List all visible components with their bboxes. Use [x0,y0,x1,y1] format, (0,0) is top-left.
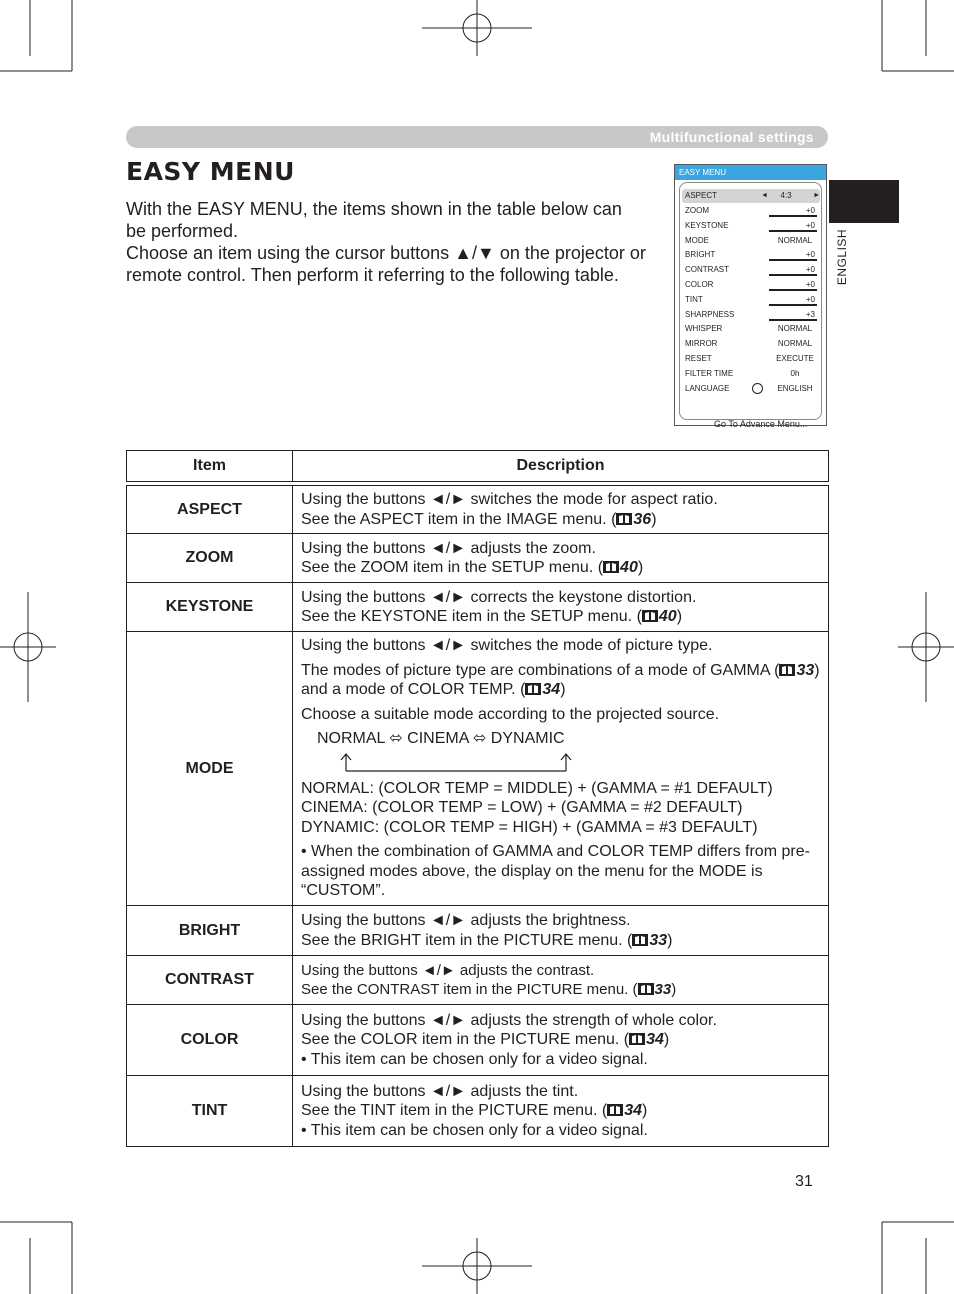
page-reference: 40 [620,559,638,576]
osd-row-value: +3 [805,310,815,319]
description-note: • This item can be chosen only for a video signal. [301,1121,648,1139]
osd-row-value: EXECUTE [776,354,814,363]
osd-row-value: 0h [790,369,800,378]
book-icon [779,664,795,676]
reference-text: ) [663,1031,670,1049]
intro-text [126,198,646,286]
osd-row-aspect [682,189,820,203]
description-note: • This item can be chosen only for a video signal. [301,1050,648,1068]
description-cell [293,486,829,534]
description-paragraph [301,661,820,700]
reference-text: ) [676,608,683,625]
reference-text: ) [560,681,566,699]
osd-row-reset [685,352,821,366]
osd-row-label: LANGUAGE [685,384,730,393]
table-row-bright [127,906,829,956]
osd-slider-bar [769,274,817,276]
osd-slider-bar [769,319,817,321]
osd-row-label: FILTER TIME [685,369,734,378]
page-reference: 34 [542,681,561,699]
reference-text: The modes of picture type are combinations of a mode of GAMMA ( [301,661,780,679]
book-icon [629,1033,645,1045]
osd-row-bright [685,248,821,262]
description-line [301,1101,820,1121]
osd-row-filter-time [685,367,821,381]
osd-row-label: MIRROR [685,339,718,348]
page-reference: 33 [649,931,668,949]
item-cell: CONTRAST [127,956,293,1005]
osd-row-color [685,278,821,292]
osd-row-value: +0 [805,295,815,304]
osd-row-whisper [685,322,821,336]
table-row-color [127,1005,829,1076]
description-line: Using the buttons ◄/► adjusts the strength of whole color. [301,1011,717,1029]
item-cell: COLOR [127,1005,293,1076]
description-line [301,980,820,1000]
book-icon [603,561,619,573]
book-icon [632,934,648,946]
book-icon [642,610,658,622]
osd-row-label: MODE [685,236,709,245]
language-tab-marker [829,180,899,223]
reference-text: See the TINT item in the PICTURE menu. ( [301,1102,608,1120]
reference-text: See the COLOR item in the PICTURE menu. ( [301,1031,630,1049]
description-paragraph: Using the buttons ◄/► switches the mode of picture type. [301,637,713,655]
osd-row-label: ASPECT [685,191,718,200]
osd-row-value: NORMAL [777,324,813,333]
description-cell [293,956,829,1005]
mode-definition: NORMAL: (COLOR TEMP = MIDDLE) + (GAMMA = #1 DEFAULT) [301,779,773,797]
language-tab-label: ENGLISH [835,228,849,286]
osd-row-tint [685,293,821,307]
reference-text: See the ZOOM item in the SETUP menu. ( [301,559,604,576]
osd-row-value: +0 [805,280,815,289]
osd-row-label: TINT [685,295,703,304]
mode-note: • When the combination of GAMMA and COLOR TEMP differs from pre-assigned modes above, the display on the menu for the MODE is “CUSTOM”. [301,843,810,900]
osd-slider-bar [769,304,817,306]
osd-row-label: BRIGHT [685,250,716,259]
osd-row-value: +0 [805,206,815,215]
description-line: Using the buttons ◄/► switches the mode for aspect ratio. [301,491,718,508]
osd-row-value: 4:3 [780,191,792,200]
item-cell: KEYSTONE [127,583,293,632]
cycle-return-arrow-icon [301,749,581,773]
page-number: 31 [795,1173,813,1190]
book-icon [607,1104,623,1116]
description-line: Using the buttons ◄/► adjusts the brightness. [301,912,631,929]
description-cell [293,534,829,583]
table-row-tint [127,1076,829,1147]
description-line [301,1030,820,1050]
osd-row-language [685,382,821,396]
book-icon [525,683,541,695]
description-line [301,607,820,627]
page-reference: 34 [624,1102,642,1120]
osd-row-value: NORMAL [777,339,813,348]
description-paragraph: Choose a suitable mode according to the projected source. [301,705,720,723]
reference-text: ) and a mode of COLOR TEMP. ( [301,661,820,699]
table-row-zoom [127,534,829,583]
reference-text: See the CONTRAST item in the PICTURE menu. ( [301,981,638,998]
description-line [301,510,820,530]
osd-row-value: +0 [805,250,815,259]
mode-definition: DYNAMIC: (COLOR TEMP = HIGH) + (GAMMA = #3 DEFAULT) [301,818,758,836]
osd-row-value: ENGLISH [777,384,813,393]
globe-icon [752,383,763,394]
page-reference: 40 [658,608,677,625]
osd-row-contrast [685,263,821,277]
page-title: EASY MENU [126,157,295,186]
intro-paragraph: With the EASY MENU, the items shown in the table below can be performed. [126,199,622,241]
reference-text: ) [637,559,644,576]
book-icon [616,513,632,525]
reference-text: ) [671,981,677,998]
description-line [301,558,820,578]
reference-text: ) [651,510,657,528]
reference-text: See the KEYSTONE item in the SETUP menu. ( [301,608,642,625]
osd-row-label: SHARPNESS [685,310,735,319]
section-header-band [126,126,828,148]
osd-slider-bar [769,259,817,261]
right-arrow-icon: ► [813,192,820,199]
mode-definition: CINEMA: (COLOR TEMP = LOW) + (GAMMA = #2 DEFAULT) [301,799,743,817]
osd-advance-menu-link: Go To Advance Menu... [714,419,808,429]
osd-row-zoom [685,204,821,218]
page-reference: 34 [646,1031,664,1049]
osd-row-sharpness [685,308,821,322]
osd-row-mirror [685,337,821,351]
item-cell: ZOOM [127,534,293,583]
description-line: Using the buttons ◄/► adjusts the tint. [301,1082,579,1100]
item-cell: ASPECT [127,486,293,534]
table-row-aspect [127,486,829,534]
column-header-item: Item [127,451,293,482]
reference-text: See the ASPECT item in the IMAGE menu. ( [301,510,617,528]
description-cell [293,906,829,956]
osd-row-label: RESET [685,354,712,363]
description-line: Using the buttons ◄/► corrects the keystone distortion. [301,588,697,606]
osd-slider-bar [769,289,817,291]
osd-row-value: +0 [805,265,815,274]
reference-text: ) [641,1102,648,1120]
osd-title: EASY MENU [675,165,826,180]
osd-row-keystone [685,219,821,233]
osd-row-label: ZOOM [685,206,709,215]
osd-slider-bar [769,230,817,232]
easy-menu-table [126,450,829,1147]
item-cell: TINT [127,1076,293,1147]
osd-row-label: KEYSTONE [685,221,729,230]
description-cell [293,632,829,906]
page-reference: 36 [633,510,652,528]
osd-panel [679,182,822,429]
left-arrow-icon: ◄ [761,192,768,199]
page-reference: 33 [796,661,815,679]
table-row-contrast [127,956,829,1005]
column-header-description: Description [293,451,829,482]
osd-row-value: +0 [805,221,815,230]
description-line [301,931,820,951]
reference-text: ) [667,931,673,949]
osd-slider-bar [769,215,817,217]
table-header-row [127,451,829,482]
reference-text: See the BRIGHT item in the PICTURE menu. ( [301,931,633,949]
page-reference: 33 [654,981,672,998]
osd-row-label: WHISPER [685,324,723,333]
description-line: Using the buttons ◄/► adjusts the contrast. [301,961,595,979]
osd-row-label: CONTRAST [685,265,729,274]
description-line: Using the buttons ◄/► adjusts the zoom. [301,539,596,557]
easy-menu-osd-figure [674,164,827,429]
intro-paragraph: Choose an item using the cursor buttons ▲/▼ on the projector or remote control. Then perform it referring to the following table. [126,243,646,285]
osd-row-label: COLOR [685,280,714,289]
osd-row-mode [685,234,821,248]
description-cell [293,1076,829,1147]
item-cell: MODE [127,632,293,906]
book-icon [638,983,654,995]
description-cell [293,583,829,632]
table-row-mode [127,632,829,906]
table-row-keystone [127,583,829,632]
mode-cycle: NORMAL ⬄ CINEMA ⬄ DYNAMIC [317,730,565,748]
item-cell: BRIGHT [127,906,293,956]
description-cell [293,1005,829,1076]
section-title: Multifunctional settings [649,129,814,145]
osd-row-value: NORMAL [777,236,813,245]
